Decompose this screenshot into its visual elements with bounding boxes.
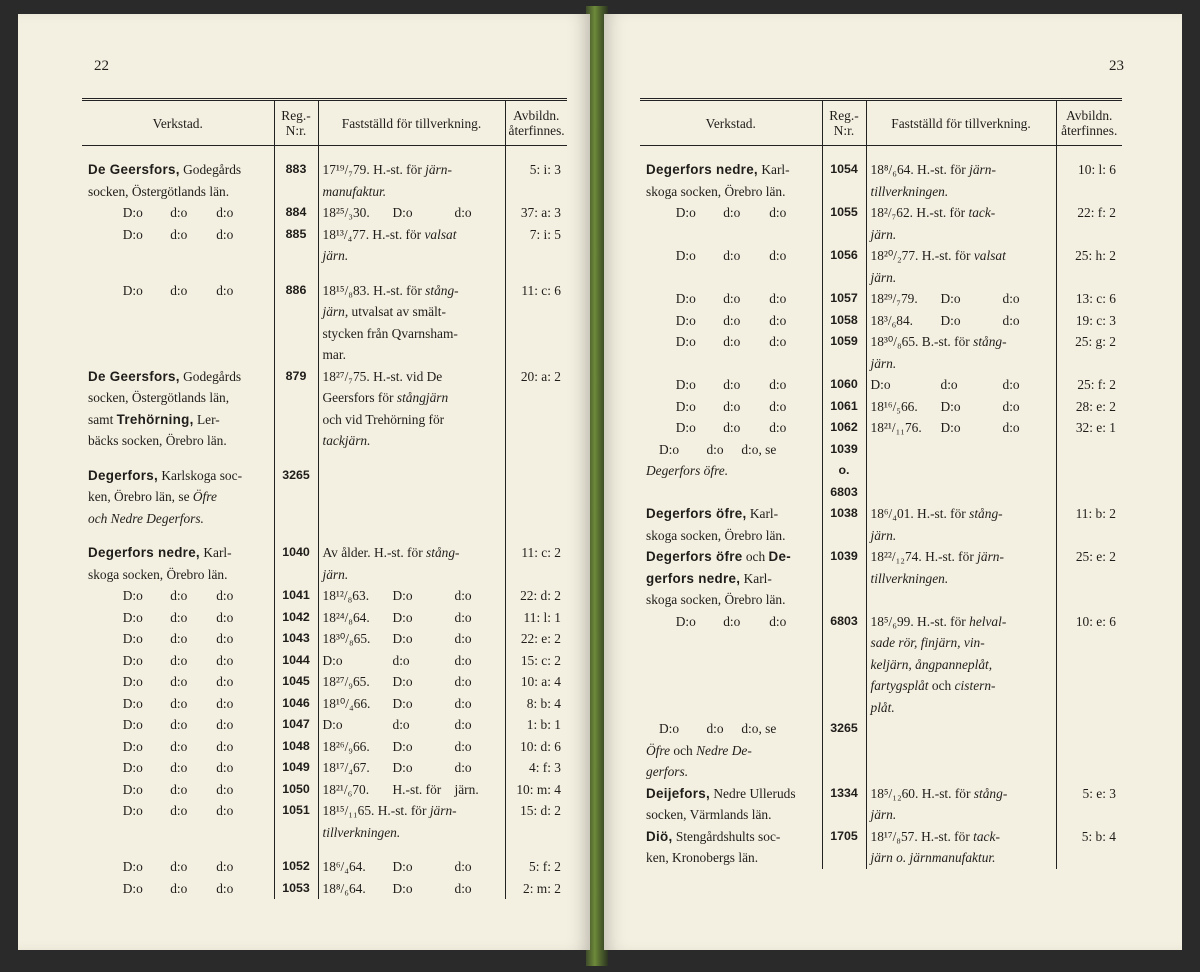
table-row: D:o d:o d:o 6803 18⁵/₆99. H.-st. för helval- sade rör, finjärn, vin- keljärn, ångpanneplåt, fartygsplåt och cistern- plåt. 10: e: 6 [640,611,1122,719]
table-row: D:o d:o d:o 1053 18⁸/₆64. D:o d:o 2: m: 2 [82,878,567,900]
table-row: D:o d:o d:o 1047 D:o d:o d:o 1: b: 1 [82,714,567,736]
table-row: D:o d:o d:o 1059 18³⁰/₈65. B.-st. för stång- järn. 25: g: 2 [640,331,1122,374]
table-row: Degerfors nedre, Karl- skoga socken, Örebro län. 1054 18⁸/₆64. H.-st. för järn- tillverkningen. 10: l: 6 [640,159,1122,202]
header-verkstad: Verkstad. [640,100,822,146]
table-row: D:o d:o d:o 884 18²⁵/₃30. D:o d:o 37: a: 3 [82,202,567,224]
page-number: 22 [94,58,109,74]
left-page [18,14,590,950]
table-row: De Geersfors, Godegårds socken, Östergötlands län. 883 17¹⁹/₇79. H.-st. för järn- manufaktur. 5: i: 3 [82,159,567,202]
table-row: D:o d:o d:o 1049 18¹⁷/₄67. D:o d:o 4: f: 3 [82,757,567,779]
table-row: D:o d:o d:o 1062 18²¹/₁₁76. D:o d:o 32: e: 1 [640,417,1122,439]
table-row: D:o d:o d:o 1045 18²⁷/₉65. D:o d:o 10: a: 4 [82,671,567,693]
table-row: D:o d:o d:o 1046 18¹⁰/₄66. D:o d:o 8: b: 4 [82,693,567,715]
right-page [604,14,1182,950]
table-row: D:o d:o d:o 1042 18²⁴/₈64. D:o d:o 11: l: 1 [82,607,567,629]
page-number: 23 [1109,58,1124,74]
register-table [640,98,1122,869]
table-row: De Geersfors, Godegårds socken, Östergötlands län, samt Trehörning, Ler- bäcks socken, Örebro län. 879 18²⁷/₇75. H.-st. vid De Geersfors för stångjärn och vid Trehörning för tackjärn. 20: a: 2 [82,366,567,452]
header-reg: Reg.- N:r. [822,100,866,146]
table-row: D:o d:o d:o 1050 18²¹/₆70. H.-st. för järn. 10: m: 4 [82,779,567,801]
header-avbildn: Avbildn. återfinnes. [1056,100,1122,146]
table-row: D:o d:o d:o 1051 18¹⁵/₁₁65. H.-st. för järn- tillverkningen. 15: d: 2 [82,800,567,843]
header-faststalld: Fastställd för tillverkning. [318,100,505,146]
table-row: Deijefors, Nedre Ulleruds socken, Värmlands län. 1334 18⁵/₁₂60. H.-st. för stång- järn. 5: e: 3 [640,783,1122,826]
table-row: D:o d:o d:o 1058 18³/₆84. D:o d:o 19: c: 3 [640,310,1122,332]
table-row: D:o d:o d:o 1041 18¹²/₈63. D:o d:o 22: d: 2 [82,585,567,607]
header-avbildn: Avbildn. återfinnes. [505,100,567,146]
table-row: D:o d:o d:o 1057 18²⁹/₇79. D:o d:o 13: c: 6 [640,288,1122,310]
table-row: D:o d:o d:o 885 18¹³/₄77. H.-st. för valsat järn. 7: i: 5 [82,224,567,267]
register-table [82,98,567,899]
table-row: D:o d:o d:o 1061 18¹⁶/₅66. D:o d:o 28: e: 2 [640,396,1122,418]
table-row: D:o d:o d:o, se Öfre och Nedre De- gerfors. 3265 [640,718,1122,783]
table-row: Degerfors, Karlskoga soc- ken, Örebro län, se Öfre och Nedre Degerfors. 3265 [82,465,567,530]
table-row: Degerfors öfre och De- gerfors nedre, Karl- skoga socken, Örebro län. 1039 18²²/₁₂74. H.-st. för järn- tillverkningen. 25: e: 2 [640,546,1122,611]
header-faststalld: Fastställd för tillverkning. [866,100,1056,146]
table-row: D:o d:o d:o 1056 18²⁰/₂77. H.-st. för valsat järn. 25: h: 2 [640,245,1122,288]
table-row: D:o d:o d:o 1055 18²/₇62. H.-st. för tack- järn. 22: f: 2 [640,202,1122,245]
table-row: Degerfors öfre, Karl- skoga socken, Örebro län. 1038 18⁶/₄01. H.-st. för stång- järn. 11: b: 2 [640,503,1122,546]
table-row: D:o d:o d:o 1048 18²⁶/₉66. D:o d:o 10: d: 6 [82,736,567,758]
header-reg: Reg.- N:r. [274,100,318,146]
table-row: D:o d:o d:o 1043 18³⁰/₈65. D:o d:o 22: e: 2 [82,628,567,650]
table-row: D:o d:o d:o 1044 D:o d:o d:o 15: c: 2 [82,650,567,672]
header-verkstad: Verkstad. [82,100,274,146]
table-row: D:o d:o d:o, se Degerfors öfre. 1039 o. 6803 [640,439,1122,504]
table-row: Diö, Stengårdshults soc- ken, Kronobergs län. 1705 18¹⁷/₈57. H.-st. för tack- järn o. järnmanufaktur. 5: b: 4 [640,826,1122,869]
table-row: D:o d:o d:o 886 18¹⁵/₈83. H.-st. för stång- järn, utvalsat av smält- stycken från Qvarnsham- mar. 11: c: 6 [82,280,567,366]
table-row: D:o d:o d:o 1052 18⁶/₄64. D:o d:o 5: f: 2 [82,856,567,878]
table-row: Degerfors nedre, Karl- skoga socken, Örebro län. 1040 Av ålder. H.-st. för stång- järn. 11: c: 2 [82,542,567,585]
table-row: D:o d:o d:o 1060 D:o d:o d:o 25: f: 2 [640,374,1122,396]
